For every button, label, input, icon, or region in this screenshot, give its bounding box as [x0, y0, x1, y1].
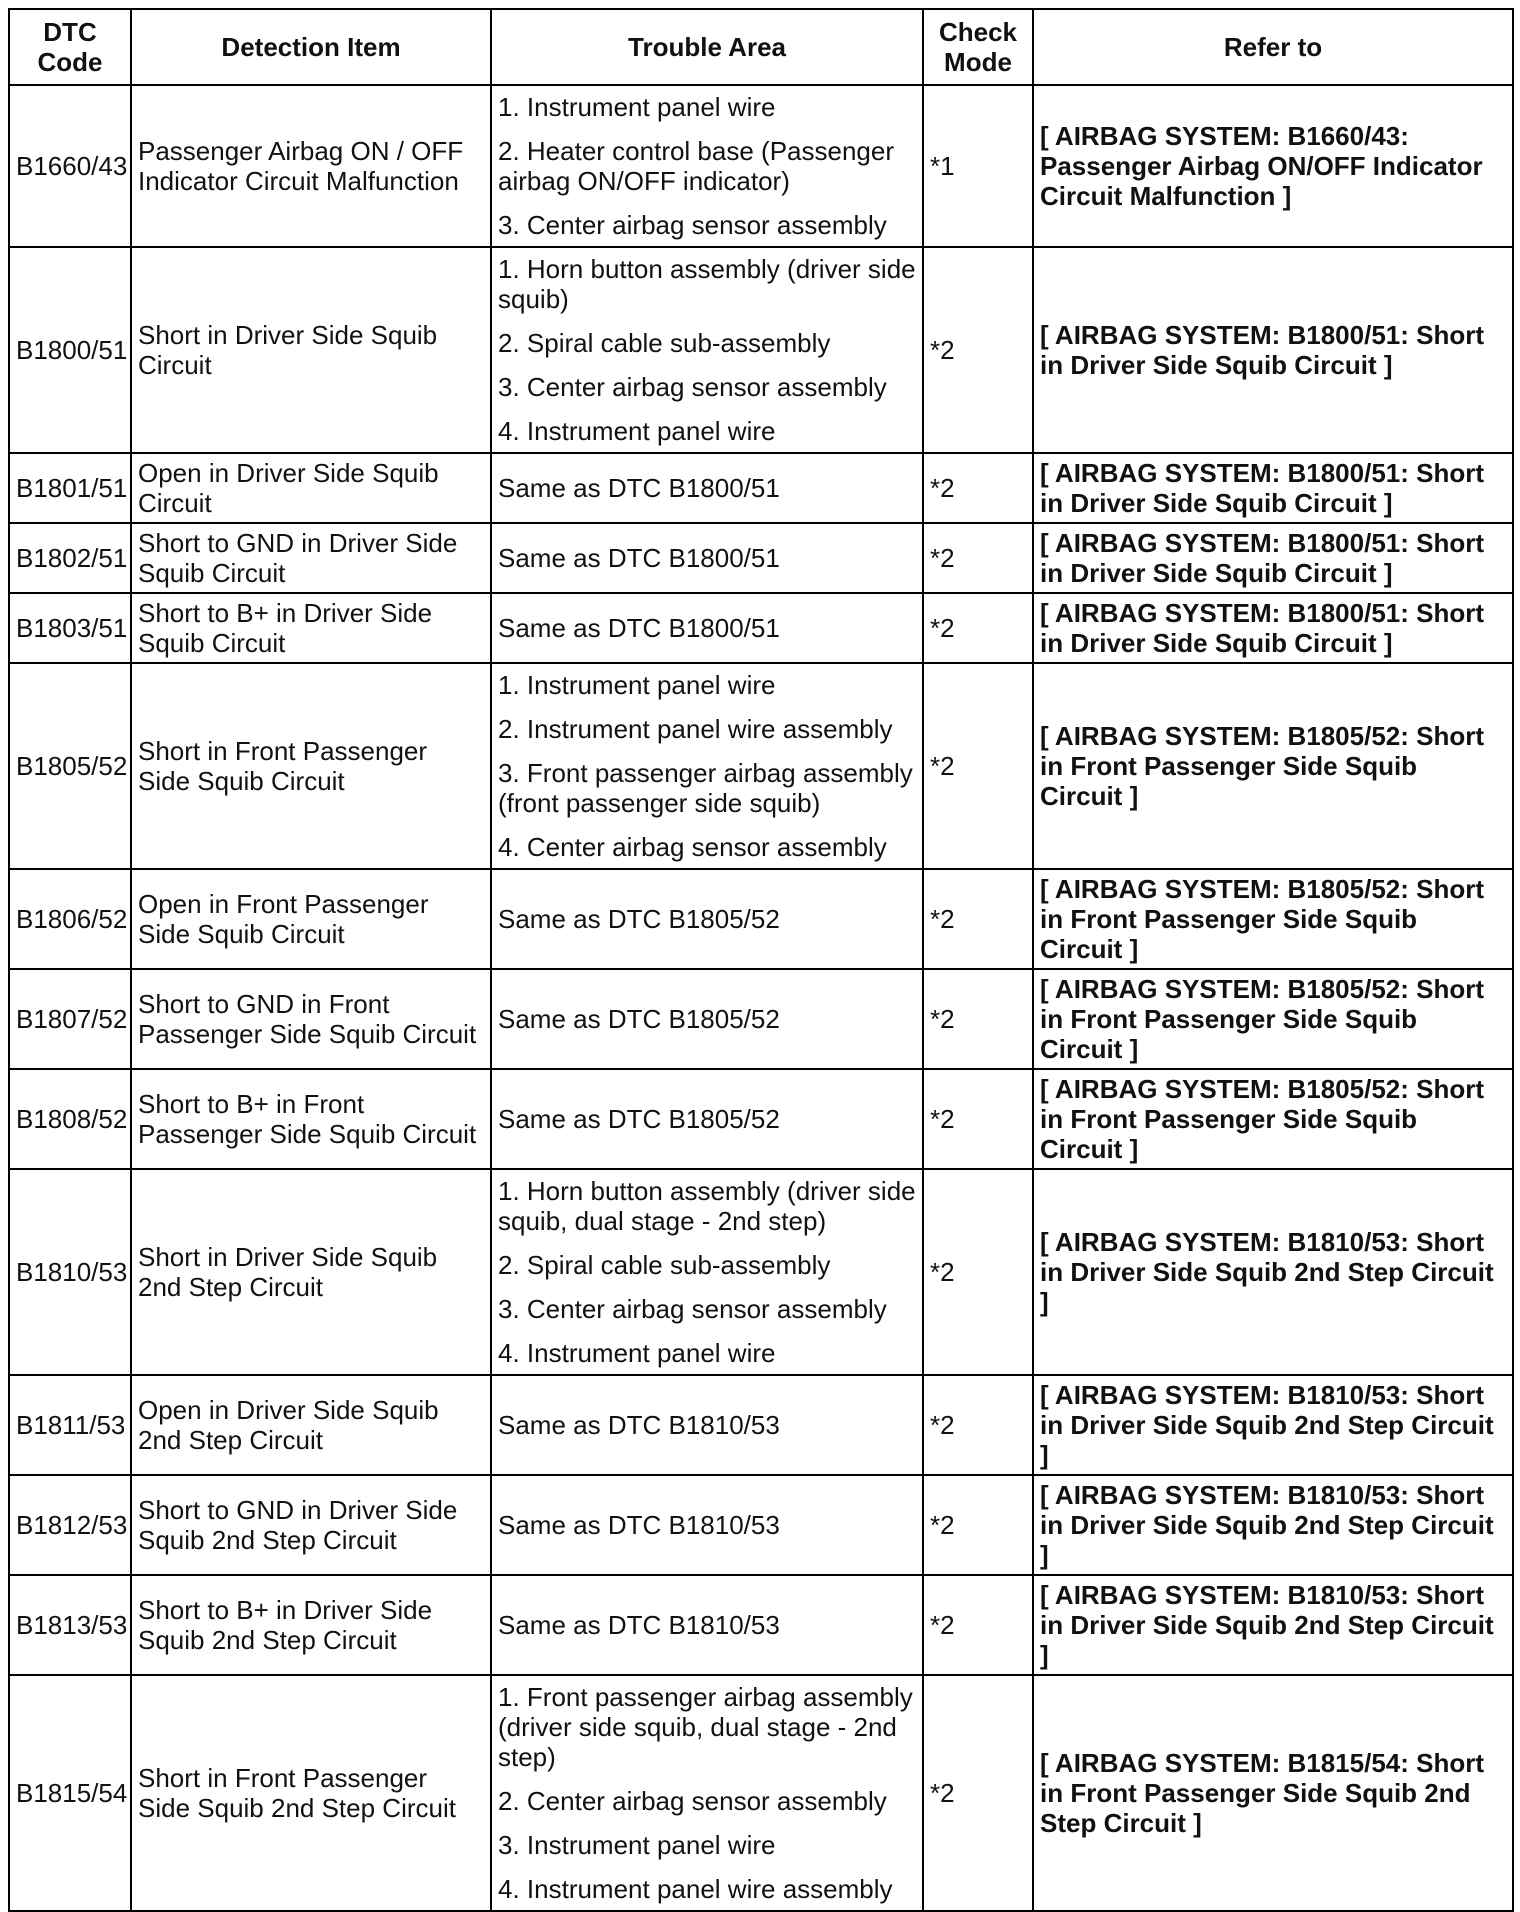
table-row: [9, 1575, 1513, 1675]
detection-item-cell: Short to GND in Front Passenger Side Squib Circuit: [131, 969, 491, 1069]
trouble-area-cell: [491, 247, 923, 453]
dtc-code-cell: B1810/53: [9, 1169, 131, 1375]
check-mode-cell: *2: [923, 969, 1033, 1069]
dtc-table: [8, 8, 1514, 1912]
detection-item-cell: Passenger Airbag ON / OFF Indicator Circuit Malfunction: [131, 85, 491, 247]
refer-to-cell: [ AIRBAG SYSTEM: B1805/52: Short in Front Passenger Side Squib Circuit ]: [1033, 969, 1513, 1069]
dtc-code-cell: B1815/54: [9, 1675, 131, 1911]
trouble-area-item: 3. Instrument panel wire: [498, 1830, 776, 1860]
header-check-mode-line1: Check: [938, 17, 1018, 47]
check-mode-cell: *2: [923, 1675, 1033, 1911]
trouble-area-cell: [491, 869, 923, 969]
trouble-area-item: 2. Heater control base (Passenger airbag ON/OFF indicator): [498, 136, 894, 196]
refer-to-cell: [ AIRBAG SYSTEM: B1805/52: Short in Front Passenger Side Squib Circuit ]: [1033, 1069, 1513, 1169]
dtc-code-cell: B1802/51: [9, 523, 131, 593]
detection-item-cell: Short to GND in Driver Side Squib Circuit: [131, 523, 491, 593]
header-row: [9, 9, 1513, 85]
detection-item-cell: Open in Front Passenger Side Squib Circuit: [131, 869, 491, 969]
trouble-area-cell: [491, 523, 923, 593]
trouble-area-cell: [491, 1375, 923, 1475]
trouble-area-item: Same as DTC B1805/52: [498, 1004, 780, 1034]
refer-to-cell: [ AIRBAG SYSTEM: B1810/53: Short in Driver Side Squib 2nd Step Circuit ]: [1033, 1169, 1513, 1375]
header-detection-item: Detection Item: [131, 9, 491, 85]
trouble-area-item: 2. Spiral cable sub-assembly: [498, 328, 831, 358]
detection-item-cell: Short in Front Passenger Side Squib 2nd Step Circuit: [131, 1675, 491, 1911]
header-trouble-area: Trouble Area: [491, 9, 923, 85]
trouble-area-item: 2. Spiral cable sub-assembly: [498, 1250, 831, 1280]
header-check-mode: [923, 9, 1033, 85]
check-mode-cell: *2: [923, 1169, 1033, 1375]
header-dtc-code-line2: Code: [37, 47, 103, 77]
trouble-area-item: Same as DTC B1810/53: [498, 1510, 780, 1540]
trouble-area-item: 3. Center airbag sensor assembly: [498, 210, 887, 240]
dtc-code-cell: B1812/53: [9, 1475, 131, 1575]
header-dtc-code-line1: DTC: [43, 17, 97, 47]
trouble-area-item: 4. Instrument panel wire: [498, 1338, 776, 1368]
trouble-area-cell: [491, 453, 923, 523]
dtc-code-cell: B1803/51: [9, 593, 131, 663]
detection-item-cell: Short to B+ in Front Passenger Side Squib Circuit: [131, 1069, 491, 1169]
trouble-area-cell: [491, 1169, 923, 1375]
trouble-area-item: 2. Center airbag sensor assembly: [498, 1786, 887, 1816]
detection-item-cell: Short in Front Passenger Side Squib Circuit: [131, 663, 491, 869]
table-row: [9, 85, 1513, 247]
trouble-area-cell: [491, 969, 923, 1069]
refer-to-cell: [ AIRBAG SYSTEM: B1810/53: Short in Driver Side Squib 2nd Step Circuit ]: [1033, 1575, 1513, 1675]
table-row: [9, 1475, 1513, 1575]
refer-to-cell: [ AIRBAG SYSTEM: B1810/53: Short in Driver Side Squib 2nd Step Circuit ]: [1033, 1375, 1513, 1475]
dtc-code-cell: B1806/52: [9, 869, 131, 969]
check-mode-cell: *2: [923, 1375, 1033, 1475]
trouble-area-item: 1. Instrument panel wire: [498, 670, 776, 700]
refer-to-cell: [ AIRBAG SYSTEM: B1800/51: Short in Driver Side Squib Circuit ]: [1033, 247, 1513, 453]
trouble-area-item: 4. Center airbag sensor assembly: [498, 832, 887, 862]
refer-to-cell: [ AIRBAG SYSTEM: B1805/52: Short in Front Passenger Side Squib Circuit ]: [1033, 869, 1513, 969]
trouble-area-item: 1. Front passenger airbag assembly (driver side squib, dual stage - 2nd step): [498, 1682, 913, 1772]
check-mode-cell: *2: [923, 247, 1033, 453]
trouble-area-cell: [491, 1575, 923, 1675]
trouble-area-item: Same as DTC B1800/51: [498, 473, 780, 503]
trouble-area-cell: [491, 85, 923, 247]
refer-to-cell: [ AIRBAG SYSTEM: B1660/43: Passenger Airbag ON/OFF Indicator Circuit Malfunction ]: [1033, 85, 1513, 247]
dtc-code-cell: B1811/53: [9, 1375, 131, 1475]
check-mode-cell: *2: [923, 869, 1033, 969]
trouble-area-item: Same as DTC B1805/52: [498, 1104, 780, 1134]
table-row: [9, 869, 1513, 969]
check-mode-cell: *2: [923, 1575, 1033, 1675]
refer-to-cell: [ AIRBAG SYSTEM: B1800/51: Short in Driver Side Squib Circuit ]: [1033, 593, 1513, 663]
dtc-code-cell: B1808/52: [9, 1069, 131, 1169]
trouble-area-item: Same as DTC B1800/51: [498, 613, 780, 643]
trouble-area-item: 4. Instrument panel wire: [498, 416, 776, 446]
dtc-code-cell: B1801/51: [9, 453, 131, 523]
check-mode-cell: *2: [923, 1475, 1033, 1575]
refer-to-cell: [ AIRBAG SYSTEM: B1815/54: Short in Front Passenger Side Squib 2nd Step Circuit ]: [1033, 1675, 1513, 1911]
trouble-area-cell: [491, 593, 923, 663]
check-mode-cell: *2: [923, 453, 1033, 523]
trouble-area-item: Same as DTC B1805/52: [498, 904, 780, 934]
dtc-code-cell: B1660/43: [9, 85, 131, 247]
refer-to-cell: [ AIRBAG SYSTEM: B1800/51: Short in Driver Side Squib Circuit ]: [1033, 453, 1513, 523]
trouble-area-item: Same as DTC B1810/53: [498, 1410, 780, 1440]
trouble-area-cell: [491, 1069, 923, 1169]
detection-item-cell: Short to B+ in Driver Side Squib 2nd Step Circuit: [131, 1575, 491, 1675]
dtc-code-cell: B1805/52: [9, 663, 131, 869]
header-dtc-code: [9, 9, 131, 85]
trouble-area-item: 3. Center airbag sensor assembly: [498, 1294, 887, 1324]
refer-to-cell: [ AIRBAG SYSTEM: B1810/53: Short in Driver Side Squib 2nd Step Circuit ]: [1033, 1475, 1513, 1575]
refer-to-cell: [ AIRBAG SYSTEM: B1805/52: Short in Front Passenger Side Squib Circuit ]: [1033, 663, 1513, 869]
table-row: [9, 1169, 1513, 1375]
dtc-code-cell: B1807/52: [9, 969, 131, 1069]
dtc-code-cell: B1813/53: [9, 1575, 131, 1675]
refer-to-cell: [ AIRBAG SYSTEM: B1800/51: Short in Driver Side Squib Circuit ]: [1033, 523, 1513, 593]
trouble-area-item: Same as DTC B1800/51: [498, 543, 780, 573]
detection-item-cell: Open in Driver Side Squib 2nd Step Circuit: [131, 1375, 491, 1475]
detection-item-cell: Short to GND in Driver Side Squib 2nd Step Circuit: [131, 1475, 491, 1575]
table-row: [9, 523, 1513, 593]
detection-item-cell: Open in Driver Side Squib Circuit: [131, 453, 491, 523]
trouble-area-item: Same as DTC B1810/53: [498, 1610, 780, 1640]
trouble-area-item: 4. Instrument panel wire assembly: [498, 1874, 893, 1904]
detection-item-cell: Short in Driver Side Squib 2nd Step Circuit: [131, 1169, 491, 1375]
check-mode-cell: *2: [923, 593, 1033, 663]
trouble-area-item: 3. Front passenger airbag assembly (front passenger side squib): [498, 758, 913, 818]
trouble-area-item: 1. Horn button assembly (driver side squib, dual stage - 2nd step): [498, 1176, 916, 1236]
dtc-table-body: [9, 85, 1513, 1911]
trouble-area-cell: [491, 1675, 923, 1911]
table-row: [9, 453, 1513, 523]
table-row: [9, 1675, 1513, 1911]
detection-item-cell: Short to B+ in Driver Side Squib Circuit: [131, 593, 491, 663]
table-row: [9, 1375, 1513, 1475]
check-mode-cell: *1: [923, 85, 1033, 247]
table-row: [9, 247, 1513, 453]
table-row: [9, 663, 1513, 869]
header-refer-to: Refer to: [1033, 9, 1513, 85]
check-mode-cell: *2: [923, 1069, 1033, 1169]
trouble-area-item: 2. Instrument panel wire assembly: [498, 714, 893, 744]
table-row: [9, 1069, 1513, 1169]
table-row: [9, 969, 1513, 1069]
table-row: [9, 593, 1513, 663]
trouble-area-item: 3. Center airbag sensor assembly: [498, 372, 887, 402]
check-mode-cell: *2: [923, 523, 1033, 593]
trouble-area-item: 1. Instrument panel wire: [498, 92, 776, 122]
detection-item-cell: Short in Driver Side Squib Circuit: [131, 247, 491, 453]
header-check-mode-line2: Mode: [944, 47, 1012, 77]
trouble-area-cell: [491, 663, 923, 869]
check-mode-cell: *2: [923, 663, 1033, 869]
trouble-area-item: 1. Horn button assembly (driver side squib): [498, 254, 916, 314]
trouble-area-cell: [491, 1475, 923, 1575]
dtc-code-cell: B1800/51: [9, 247, 131, 453]
